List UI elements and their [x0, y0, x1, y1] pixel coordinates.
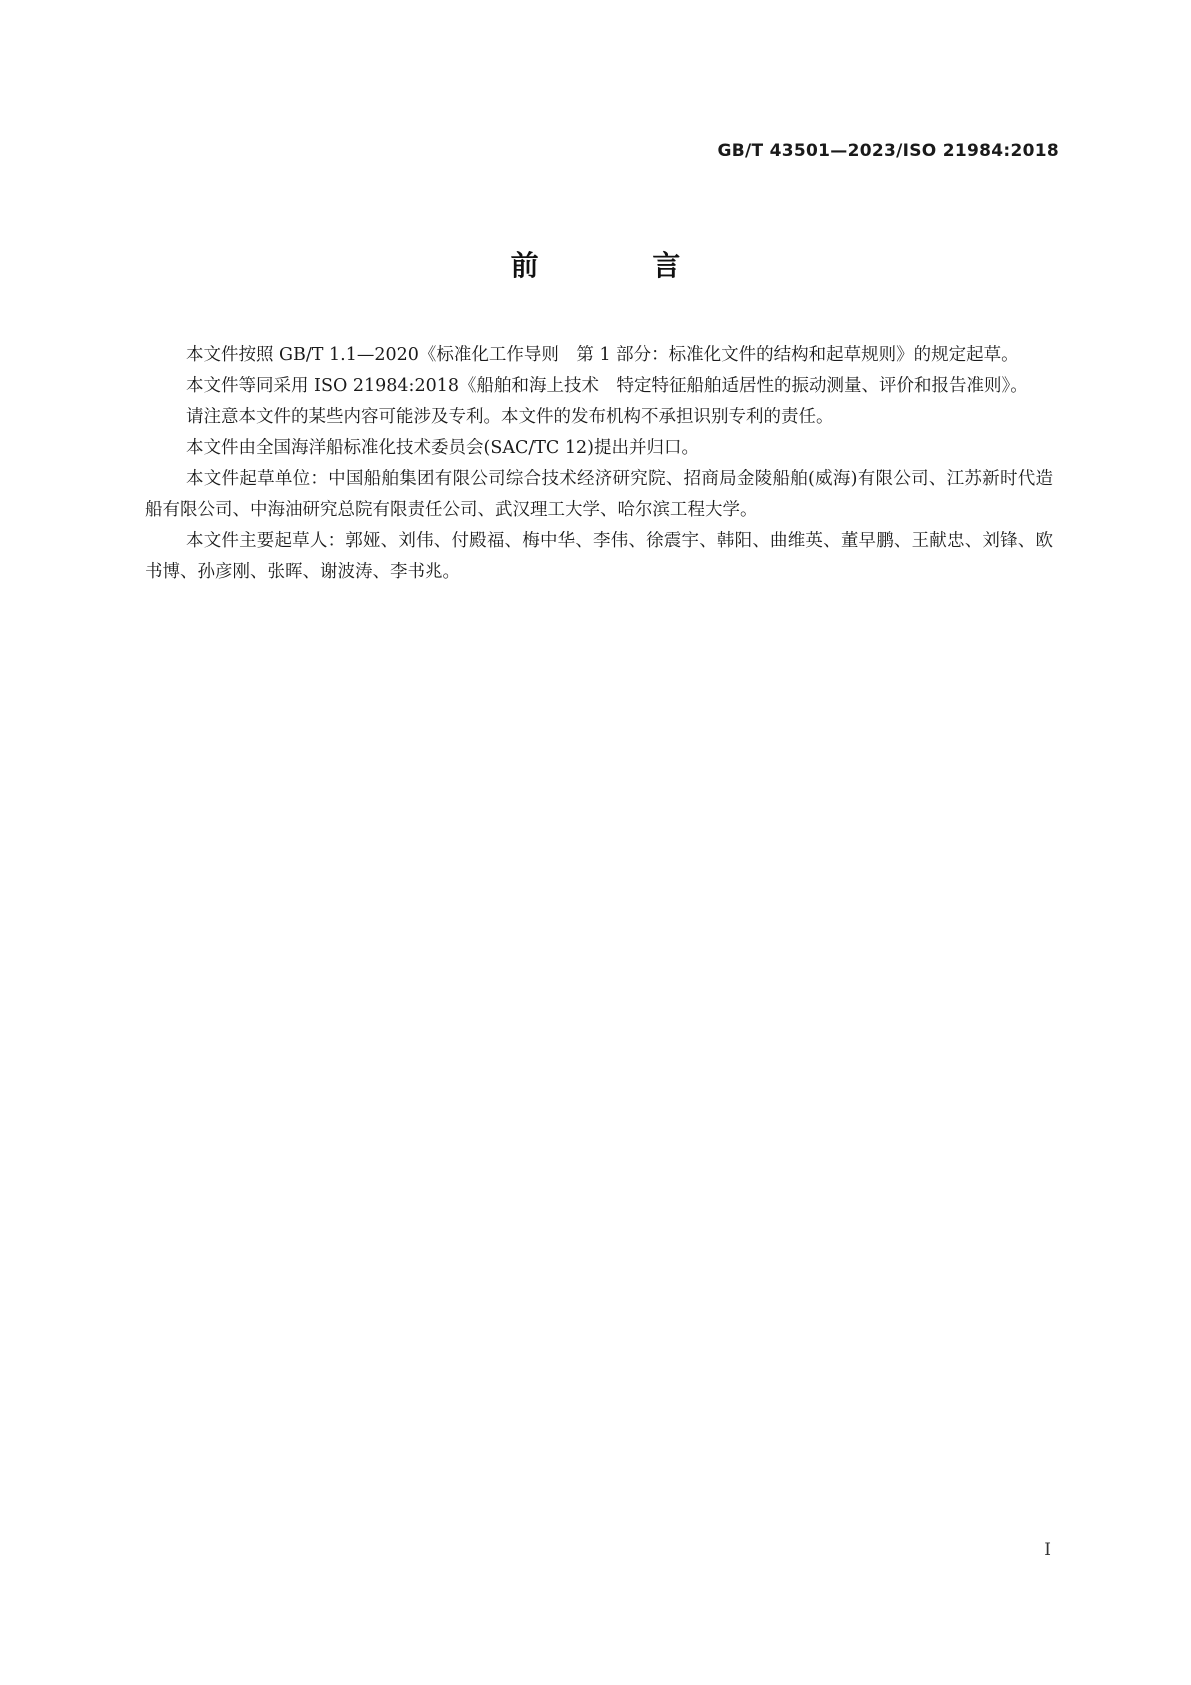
paragraph-drafting-rules: 本文件按照 GB/T 1.1—2020《标准化工作导则 第 1 部分：标准化文件的结构和起草规则》的规定起草。 [186, 345, 1019, 365]
paragraph-patent-notice: 请注意本文件的某些内容可能涉及专利。本文件的发布机构不承担识别专利的责任。 [186, 407, 834, 427]
paragraph-drafters: 本文件主要起草人：郭娅、刘伟、付殿福、梅中华、李伟、徐震宇、韩阳、曲维英、董早鹏、王献忠、刘锋、欧书博、孙彦刚、张晖、谢波涛、李书兆。 [145, 531, 1053, 582]
page-title: 前 言 [510, 249, 733, 282]
page-number: I [1044, 1540, 1051, 1560]
paragraph-drafting-units: 本文件起草单位：中国船舶集团有限公司综合技术经济研究院、招商局金陵船舶(威海)有限公司、江苏新时代造船有限公司、中海油研究总院有限责任公司、武汉理工大学、哈尔滨工程大学。 [145, 469, 1053, 520]
paragraph-adoption: 本文件等同采用 ISO 21984:2018《船舶和海上技术 特定特征船舶适居性的振动测量、评价和报告准则》。 [186, 376, 1028, 396]
paragraph-committee: 本文件由全国海洋船标准化技术委员会(SAC/TC 12)提出并归口。 [186, 438, 699, 458]
preface-body [145, 340, 1053, 588]
standard-code: GB/T 43501—2023/ISO 21984:2018 [717, 141, 1059, 161]
